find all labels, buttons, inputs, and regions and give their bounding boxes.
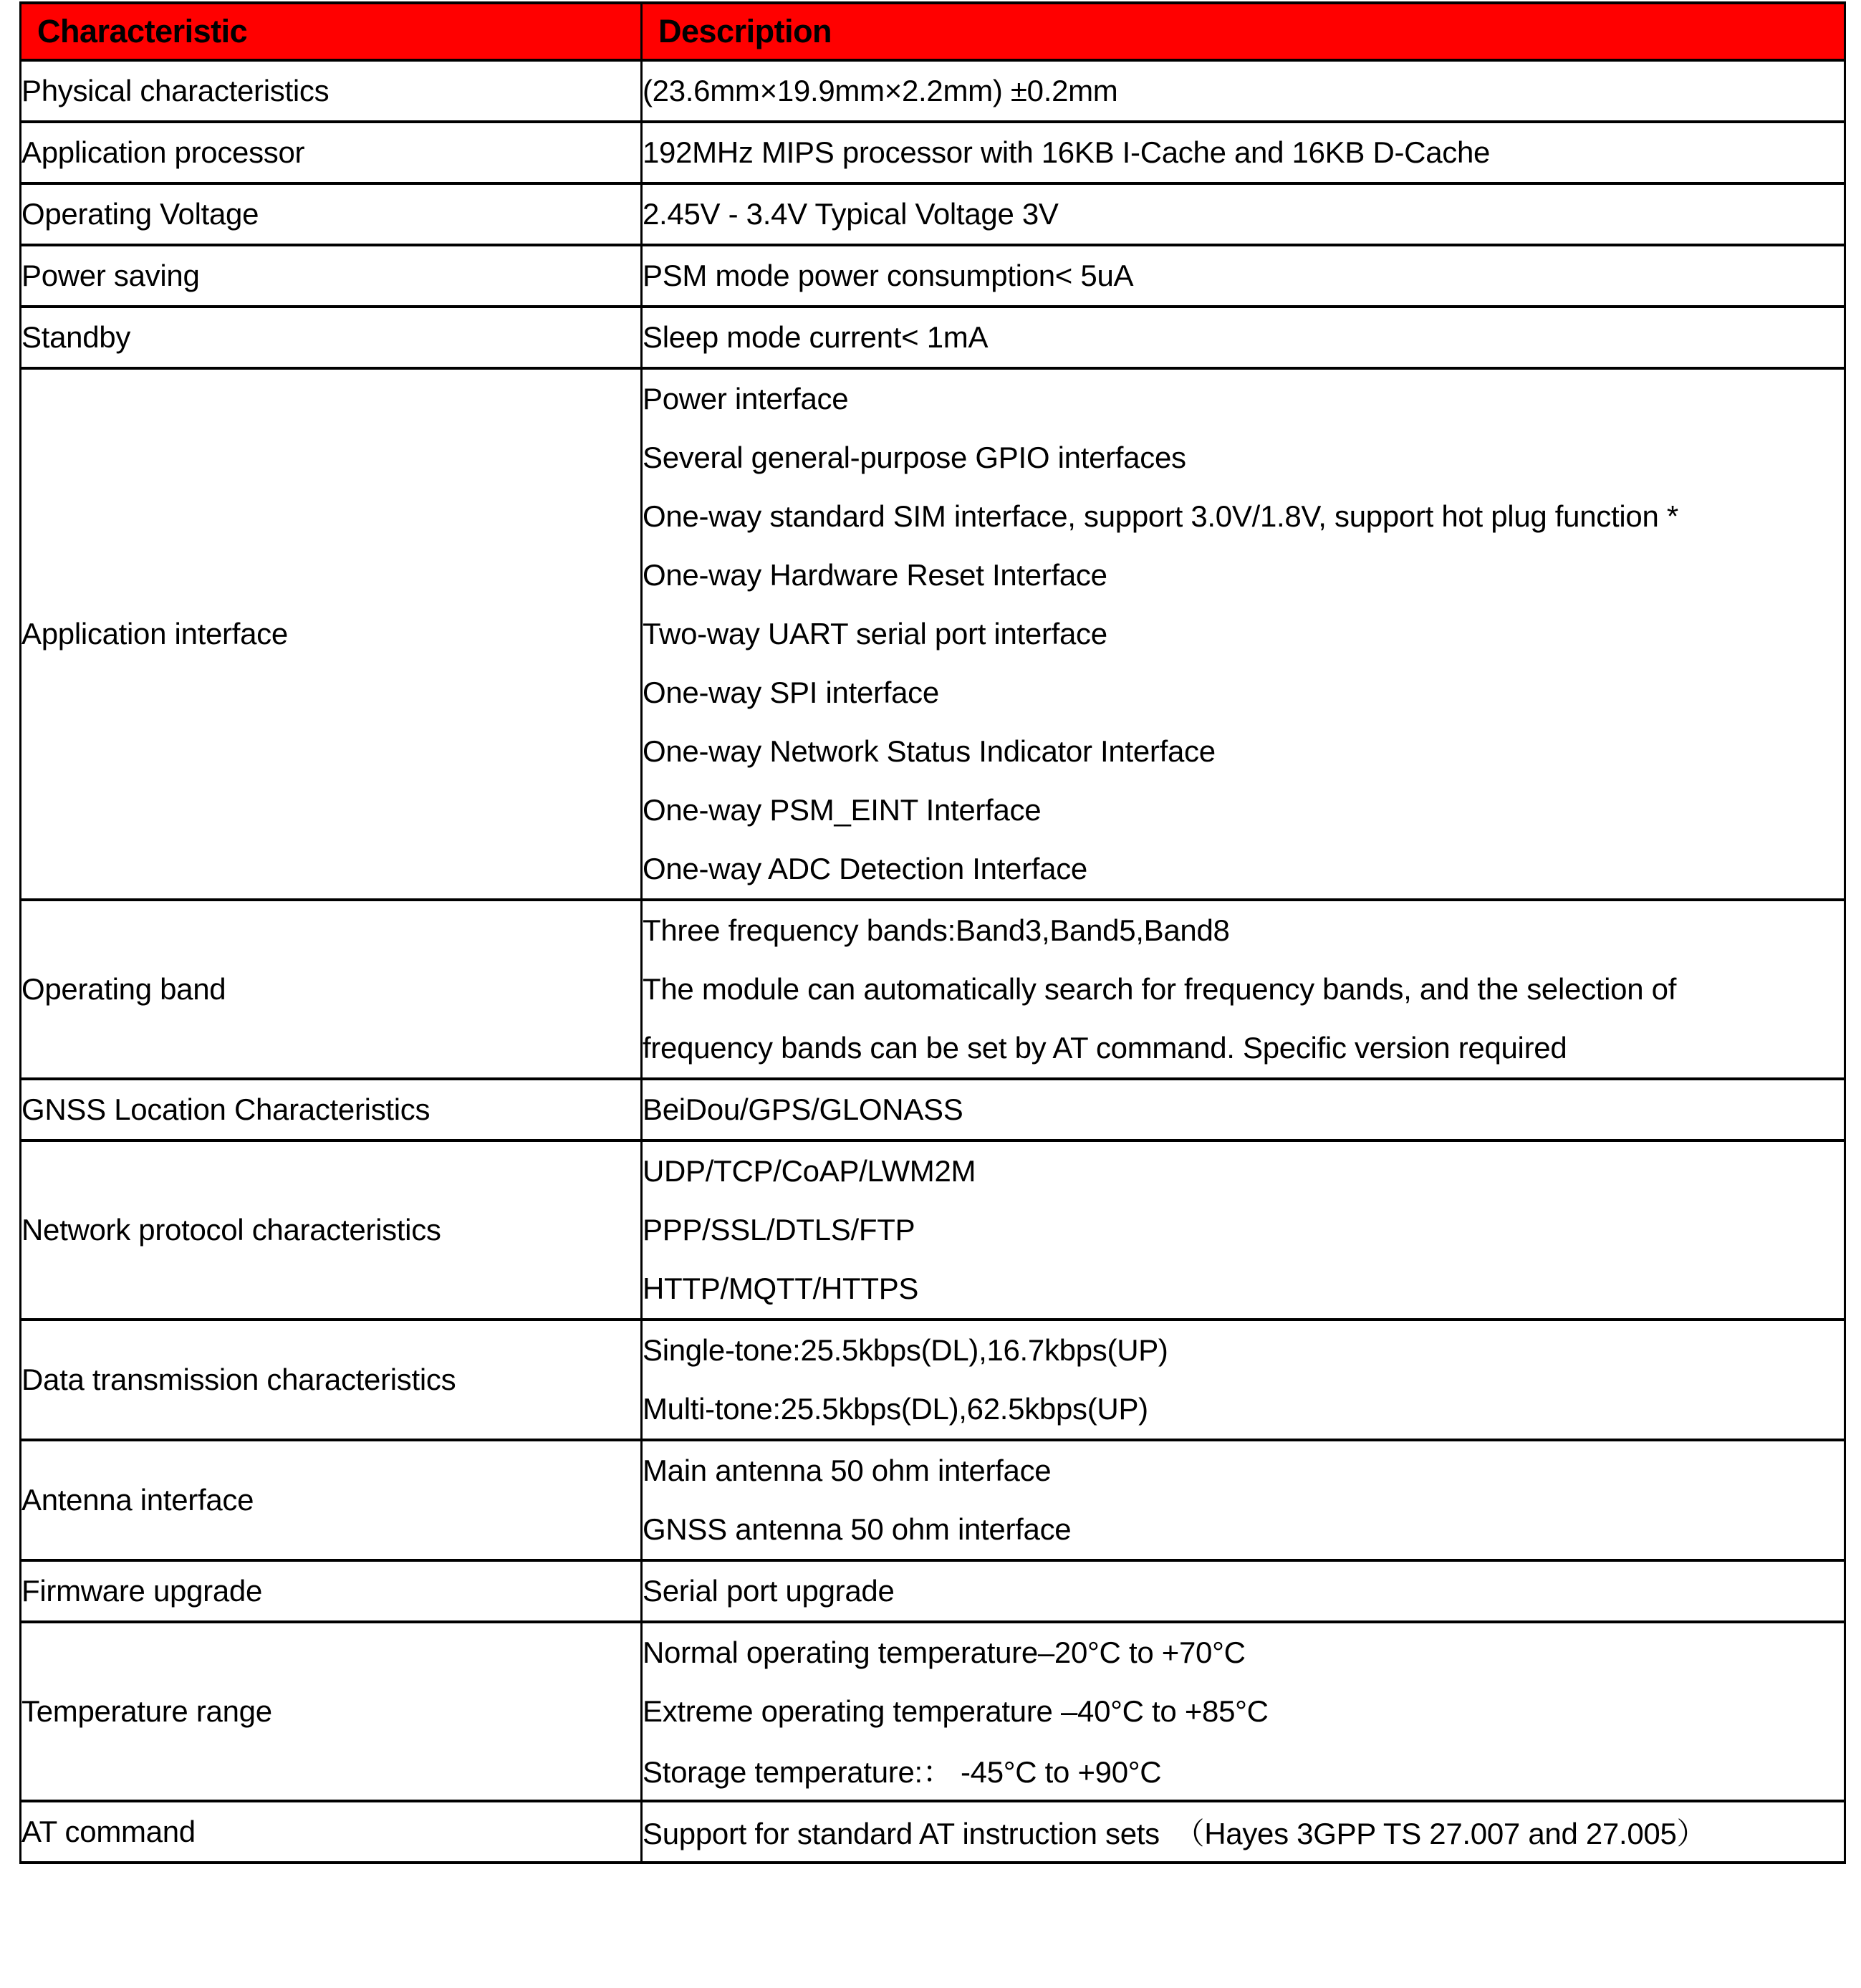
table-row <box>21 1320 1845 1440</box>
characteristic-cell: Temperature range <box>21 1622 642 1801</box>
table-row <box>21 122 1845 183</box>
description-cell <box>642 183 1845 245</box>
description-line: Several general-purpose GPIO interfaces <box>643 441 1186 474</box>
description-line: GNSS antenna 50 ohm interface <box>643 1512 1072 1546</box>
description-line: One-way standard SIM interface, support 3.0V/1.8V, support hot plug function * <box>643 499 1678 533</box>
characteristic-cell: Network protocol characteristics <box>21 1141 642 1320</box>
characteristic-cell: Application processor <box>21 122 642 183</box>
header-description: Description <box>642 3 1845 60</box>
description-line: Sleep mode current< 1mA <box>643 320 989 354</box>
description-line: frequency bands can be set by AT command. Specific version required <box>643 1031 1567 1065</box>
description-line: Storage temperature:： -45°C to +90°C <box>643 1755 1162 1789</box>
description-line: PSM mode power consumption< 5uA <box>643 259 1134 292</box>
description-line: 2.45V - 3.4V Typical Voltage 3V <box>643 197 1059 231</box>
table-row <box>21 900 1845 1079</box>
header-row <box>21 3 1845 60</box>
characteristic-cell: Data transmission characteristics <box>21 1320 642 1440</box>
description-line: Multi-tone:25.5kbps(DL),62.5kbps(UP) <box>643 1392 1148 1426</box>
description-cell <box>642 368 1845 900</box>
characteristic-cell: Operating band <box>21 900 642 1079</box>
description-line: One-way Network Status Indicator Interface <box>643 734 1216 768</box>
description-cell <box>642 60 1845 122</box>
characteristic-cell: Application interface <box>21 368 642 900</box>
description-line: (23.6mm×19.9mm×2.2mm) ±0.2mm <box>643 74 1118 107</box>
table-row <box>21 245 1845 307</box>
description-cell <box>642 1440 1845 1560</box>
characteristic-cell: Operating Voltage <box>21 183 642 245</box>
description-line: HTTP/MQTT/HTTPS <box>643 1272 919 1305</box>
description-line: One-way SPI interface <box>643 676 939 709</box>
description-cell <box>642 1622 1845 1801</box>
characteristic-cell: Firmware upgrade <box>21 1560 642 1622</box>
description-cell <box>642 1801 1845 1863</box>
characteristic-cell: Standby <box>21 307 642 368</box>
characteristic-cell: GNSS Location Characteristics <box>21 1079 642 1141</box>
header-characteristic: Characteristic <box>21 3 642 60</box>
characteristic-cell: Physical characteristics <box>21 60 642 122</box>
table-row <box>21 1801 1845 1863</box>
description-cell <box>642 245 1845 307</box>
description-cell <box>642 1079 1845 1141</box>
table-row <box>21 1079 1845 1141</box>
description-cell <box>642 122 1845 183</box>
description-line: Extreme operating temperature –40°C to +85°C <box>643 1694 1269 1728</box>
table-row <box>21 60 1845 122</box>
description-line: The module can automatically search for frequency bands, and the selection of <box>643 972 1677 1006</box>
description-cell <box>642 1560 1845 1622</box>
description-cell <box>642 900 1845 1079</box>
description-line: Support for standard AT instruction sets （Hayes 3GPP TS 27.007 and 27.005） <box>643 1817 1707 1850</box>
table-row <box>21 183 1845 245</box>
description-line: One-way ADC Detection Interface <box>643 852 1087 885</box>
spec-table <box>19 1 1846 1864</box>
description-line: Normal operating temperature–20°C to +70°C <box>643 1636 1246 1669</box>
description-line: Serial port upgrade <box>643 1574 895 1608</box>
characteristic-cell: Antenna interface <box>21 1440 642 1560</box>
description-line: One-way PSM_EINT Interface <box>643 793 1042 827</box>
description-line: 192MHz MIPS processor with 16KB I-Cache and 16KB D-Cache <box>643 135 1491 169</box>
description-line: PPP/SSL/DTLS/FTP <box>643 1213 915 1247</box>
description-line: Single-tone:25.5kbps(DL),16.7kbps(UP) <box>643 1333 1168 1367</box>
description-cell <box>642 1141 1845 1320</box>
description-line: Power interface <box>643 382 849 416</box>
description-cell <box>642 1320 1845 1440</box>
table-row <box>21 1440 1845 1560</box>
description-line: Two-way UART serial port interface <box>643 617 1107 650</box>
description-line: Three frequency bands:Band3,Band5,Band8 <box>643 913 1230 947</box>
description-line: One-way Hardware Reset Interface <box>643 558 1107 592</box>
table-row <box>21 368 1845 900</box>
table-row <box>21 1560 1845 1622</box>
description-line: BeiDou/GPS/GLONASS <box>643 1093 963 1126</box>
description-line: UDP/TCP/CoAP/LWM2M <box>643 1154 976 1188</box>
characteristic-cell: AT command <box>21 1801 642 1863</box>
description-line: Main antenna 50 ohm interface <box>643 1454 1052 1487</box>
table-row <box>21 1141 1845 1320</box>
table-row <box>21 1622 1845 1801</box>
table-row <box>21 307 1845 368</box>
characteristic-cell: Power saving <box>21 245 642 307</box>
description-cell <box>642 307 1845 368</box>
